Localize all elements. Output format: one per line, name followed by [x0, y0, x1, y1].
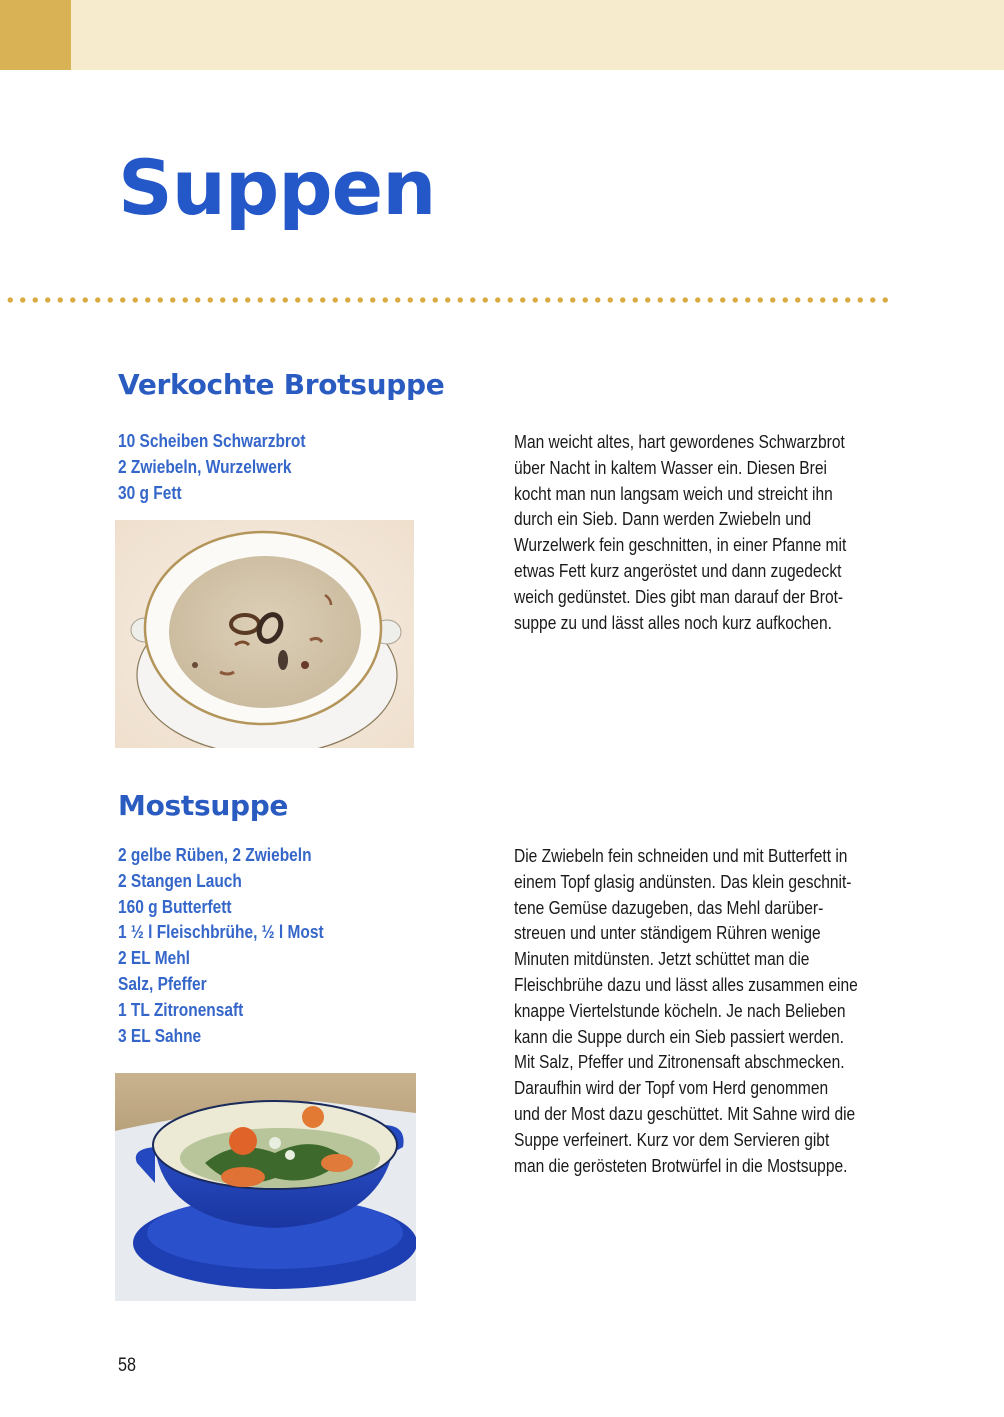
- instruction-line: einem Topf glasig andünsten. Das klein geschnit-: [514, 870, 852, 892]
- instruction-line: Die Zwiebeln fein schneiden und mit Butterfett in: [514, 845, 848, 866]
- soup-bowl-image: [115, 520, 414, 748]
- page-title: Suppen: [118, 143, 436, 232]
- photo-brotsuppe: [115, 520, 414, 748]
- ingredient-list: [118, 843, 324, 1049]
- ingredient-item: 1 TL Zitronensaft: [118, 999, 244, 1020]
- instruction-line: über Nacht in kaltem Wasser ein. Diesen Brei: [514, 456, 827, 478]
- ingredient-item: 30 g Fett: [118, 482, 182, 503]
- dotted-divider: [4, 296, 888, 304]
- instruction-line: Suppe verfeinert. Kurz vor dem Servieren gibt: [514, 1128, 830, 1150]
- header-tab-accent: [0, 0, 71, 70]
- photo-mostsuppe: [115, 1073, 416, 1301]
- instruction-line: Minuten mitdünsten. Jetzt schüttet man die: [514, 948, 810, 970]
- ingredient-item: 160 g Butterfett: [118, 896, 232, 917]
- instruction-line: Man weicht altes, hart gewordenes Schwarzbrot: [514, 431, 845, 452]
- instruction-line: Wurzelwerk fein geschnitten, in einer Pfanne mit: [514, 534, 847, 556]
- ingredient-item: 3 EL Sahne: [118, 1025, 202, 1046]
- instructions-text: [514, 843, 884, 1178]
- instructions-text: [514, 429, 884, 635]
- instruction-line: knappe Viertelstunde köcheln. Je nach Belieben: [514, 999, 846, 1021]
- instruction-line: man die gerösteten Brotwürfel in die Mostsuppe.: [514, 1154, 848, 1176]
- instruction-line: etwas Fett kurz angeröstet und dann zugedeckt: [514, 559, 842, 581]
- instruction-line: tene Gemüse dazugeben, das Mehl darüber-: [514, 896, 824, 918]
- instruction-line: Fleischbrühe dazu und lässt alles zusammen eine: [514, 973, 858, 995]
- ingredient-item: 2 EL Mehl: [118, 948, 190, 969]
- instruction-line: und der Most dazu geschüttet. Mit Sahne wird die: [514, 1102, 856, 1124]
- soup-pot-image: [115, 1073, 416, 1301]
- instruction-line: suppe zu und lässt alles noch kurz aufkochen.: [514, 611, 832, 633]
- instruction-line: weich gedünstet. Dies gibt man darauf der Brot-: [514, 585, 844, 607]
- ingredient-item: Salz, Pfeffer: [118, 973, 207, 994]
- ingredient-item: 2 Stangen Lauch: [118, 870, 242, 891]
- instruction-line: Daraufhin wird der Topf vom Herd genommen: [514, 1077, 829, 1099]
- recipe-title: Verkochte Brotsuppe: [118, 368, 445, 401]
- page-number: 58: [118, 1355, 136, 1376]
- ingredient-item: 10 Scheiben Schwarzbrot: [118, 431, 306, 451]
- ingredient-list: [118, 429, 306, 506]
- ingredient-item: 1 ½ l Fleischbrühe, ½ l Most: [118, 922, 324, 943]
- ingredient-item: 2 Zwiebeln, Wurzelwerk: [118, 456, 292, 477]
- recipe-title: Mostsuppe: [118, 789, 289, 822]
- instruction-line: kann die Suppe durch ein Sieb passiert werden.: [514, 1025, 845, 1047]
- instruction-line: kocht man nun langsam weich und streicht ihn: [514, 482, 833, 504]
- instruction-line: streuen und unter ständigem Rühren wenige: [514, 922, 821, 944]
- ingredient-item: 2 gelbe Rüben, 2 Zwiebeln: [118, 845, 312, 865]
- instruction-line: Mit Salz, Pfeffer und Zitronensaft abschmecken.: [514, 1051, 845, 1073]
- header-band: [0, 0, 1004, 70]
- instruction-line: durch ein Sieb. Dann werden Zwiebeln und: [514, 508, 812, 530]
